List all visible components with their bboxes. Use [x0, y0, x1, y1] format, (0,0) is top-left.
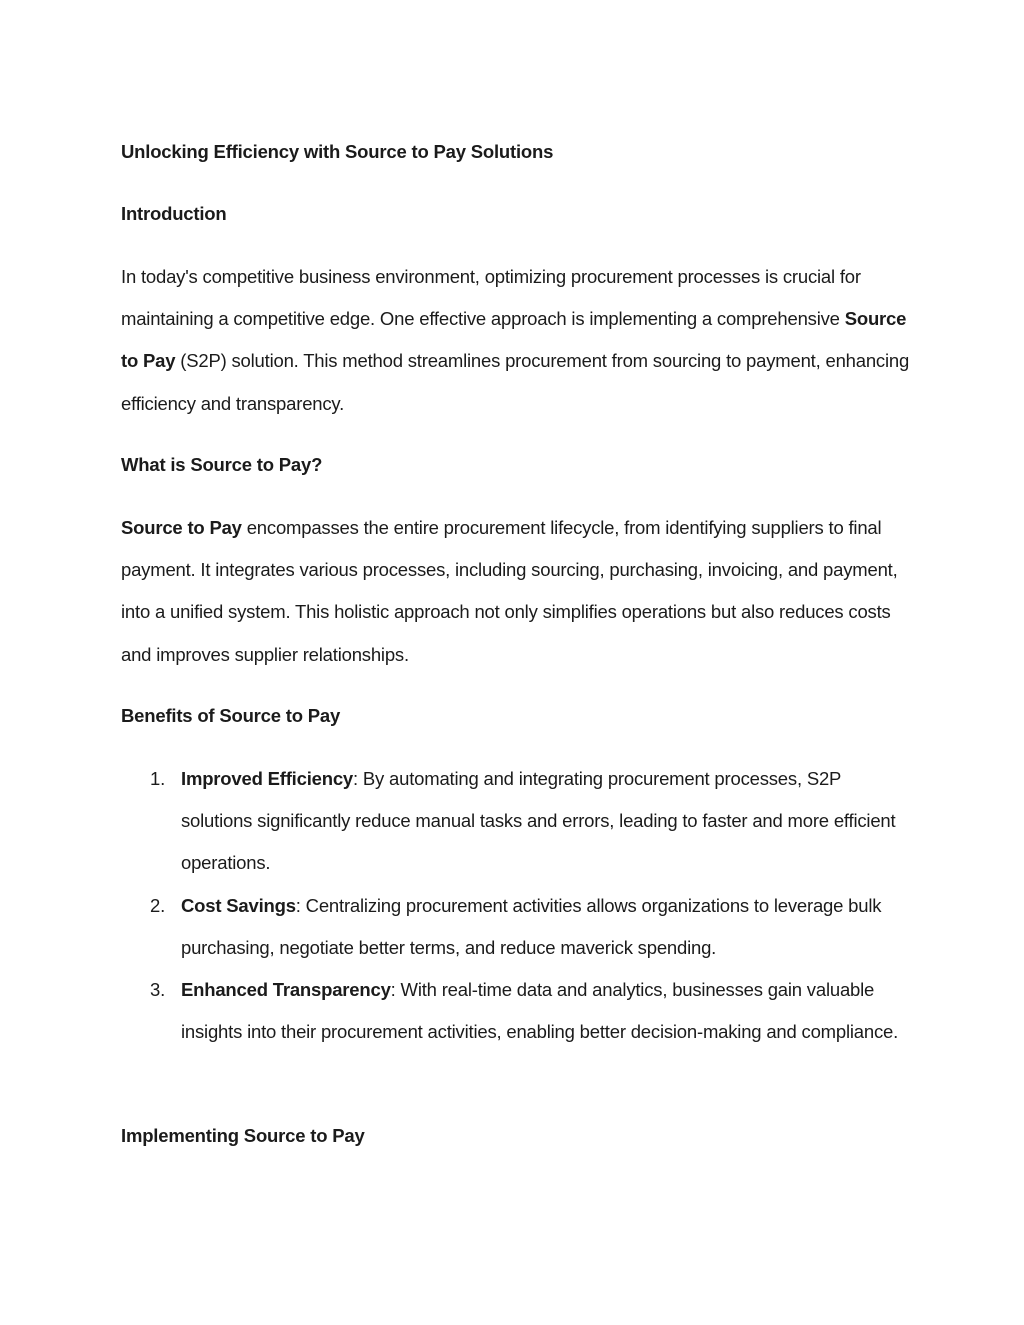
list-item-title: Cost Savings — [181, 894, 296, 916]
list-item-number: 1. — [150, 768, 166, 789]
list-item — [121, 758, 911, 885]
list-item-title: Enhanced Transparency — [181, 979, 391, 1001]
benefits-heading: Benefits of Source to Pay — [121, 705, 341, 726]
what-is-heading: What is Source to Pay? — [121, 454, 323, 475]
introduction-text-before: In today's competitive business environment, optimizing procurement processes is crucial for maintaining a competitive edge. One effective approach is implementing a comprehensive — [121, 266, 861, 330]
list-item-number: 3. — [150, 979, 166, 1001]
what-is-text: encompasses the entire procurement lifecycle, from identifying suppliers to final payment. It integrates various processes, including sourcing, purchasing, invoicing, and payment, into a unified system. This holistic approach not only simplifies operations but also reduces costs and improves supplier relationships. — [121, 517, 898, 665]
introduction-text-after: (S2P) solution. This method streamlines procurement from sourcing to payment, enhancing efficiency and transparency. — [121, 350, 910, 414]
list-item — [121, 885, 911, 969]
list-item-title: Improved Efficiency — [181, 768, 354, 789]
document-title: Unlocking Efficiency with Source to Pay Solutions — [121, 141, 554, 162]
list-item-text: : With real-time data and analytics, businesses gain valuable insights into their procurement activities, enabling better decision-making and compliance. — [181, 979, 899, 1043]
introduction-heading: Introduction — [121, 203, 227, 224]
what-is-paragraph — [121, 507, 911, 676]
implementing-heading: Implementing Source to Pay — [121, 1125, 365, 1146]
introduction-bold-term: Source to Pay — [121, 308, 907, 372]
what-is-bold-term: Source to Pay — [121, 517, 242, 538]
list-item-number: 2. — [150, 894, 166, 916]
introduction-paragraph — [121, 256, 911, 425]
list-item-text: : By automating and integrating procurement processes, S2P solutions significantly reduce manual tasks and errors, leading to faster and more efficient operations. — [181, 768, 896, 874]
benefits-list — [121, 758, 911, 1053]
list-item — [121, 969, 911, 1053]
list-item-text: : Centralizing procurement activities allows organizations to leverage bulk purchasing, negotiate better terms, and reduce maverick spending. — [181, 894, 882, 958]
